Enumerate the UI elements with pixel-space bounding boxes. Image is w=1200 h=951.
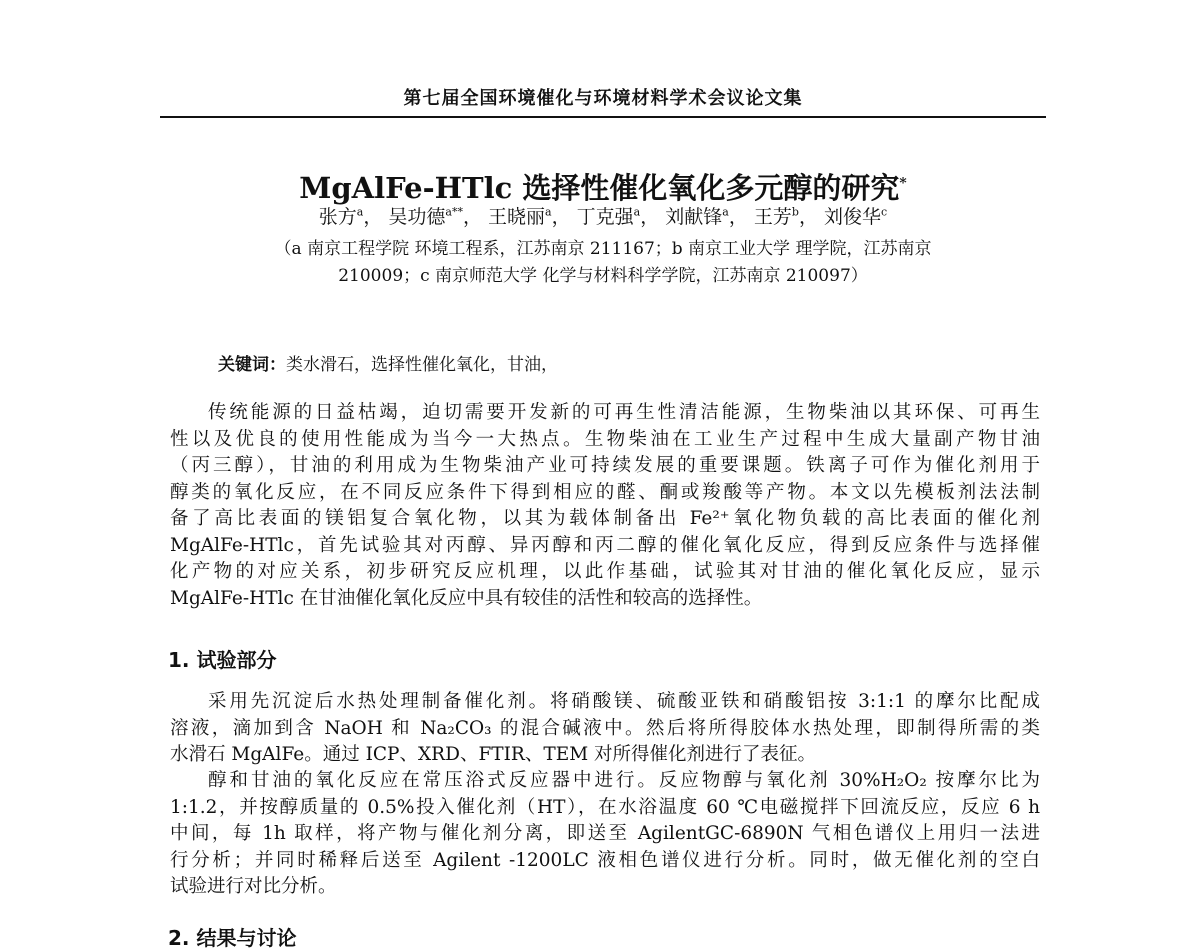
text-line: （丙三醇），甘油的利用成为生物柴油产业可持续发展的重要课题。铁离子可作为催化剂用于 <box>170 455 1040 476</box>
text-line: 醇类的氧化反应，在不同反应条件下得到相应的醛、酮或羧酸等产物。本文以先模板剂法法制 <box>170 481 1040 503</box>
author-name: 刘俊华 <box>824 206 882 228</box>
text-line: 化产物的对应关系，初步研究反应机理，以此作基础，试验其对甘油的催化氧化反应，显示 <box>170 561 1040 582</box>
text-line: 试验进行对比分析。 <box>170 876 337 897</box>
keywords <box>218 350 558 375</box>
text-line: 备了高比表面的镁铝复合氧化物，以其为载体制备出 Fe²⁺氧化物负载的高比表面的催化剂 <box>170 508 1040 529</box>
author-name: 王晓丽 <box>488 206 546 228</box>
text-line: 1:1.2，并按醇质量的 0.5%投入催化剂（HT），在水浴温度 60 ℃电磁搅拌下回流反应，反应 6 h <box>170 796 1040 818</box>
author-affiliation-mark: a <box>633 205 641 219</box>
section-1-paragraph-1 <box>170 689 1040 769</box>
text-line: 醇和甘油的氧化反应在常压浴式反应器中进行。反应物醇与氧化剂 30%H₂O₂ 按摩尔比为 <box>208 770 1040 791</box>
author-affiliation-mark: a** <box>445 205 463 219</box>
keywords-label: 关键词： <box>218 355 286 375</box>
author-list: 张方$^a$， 吴功德$^{a**}$， 王晓丽$^a$， 丁克强$^a$， 刘献锋$^a$， 王芳$^b$， 刘俊华$^c$ <box>318 205 888 228</box>
keywords-text: 类水滑石，选择性催化氧化，甘油， <box>286 355 558 375</box>
text-line: 性以及优良的使用性能成为当今一大热点。生物柴油在工业生产过程中生成大量副产物甘油 <box>170 428 1040 450</box>
author-name: 王芳 <box>753 206 792 228</box>
author-affiliation-mark: a <box>356 205 364 219</box>
title-footnote-mark: * <box>899 175 907 192</box>
text-line: MgAlFe-HTlc 在甘油催化氧化反应中具有较佳的活性和较高的选择性。 <box>170 587 763 609</box>
section-1-paragraph-2 <box>170 768 1040 901</box>
affiliations <box>160 236 1046 290</box>
author-name: 吴功德 <box>388 206 446 228</box>
section-2-heading: 2. 结果与讨论 <box>168 926 297 950</box>
text-line: 中间，每 1h 取样，将产物与催化剂分离，即送至 AgilentGC-6890N 气相色谱仪上用归一法进 <box>170 823 1040 844</box>
header-rule <box>160 116 1046 118</box>
author-name: 张方 <box>318 206 357 228</box>
intro-paragraph <box>170 400 1040 612</box>
affiliation-line: 210009；c 南京师范大学 化学与材料科学学院，江苏南京 210097） <box>338 266 868 286</box>
title-text: MgAlFe-HTlc 选择性催化氧化多元醇的研究 <box>299 171 900 205</box>
running-head: 第七届全国环境催化与环境材料学术会议论文集 <box>403 88 803 109</box>
author-name: 丁克强 <box>576 206 634 228</box>
text-line: MgAlFe-HTlc，首先试验其对丙醇、异丙醇和丙二醇的催化氧化反应，得到反应条件与选择催 <box>170 534 1040 556</box>
author-affiliation-mark: c <box>881 205 888 219</box>
text-line: 溶液，滴加到含 NaOH 和 Na₂CO₃ 的混合碱液中。然后将所得胶体水热处理，即制得所需的类 <box>170 717 1040 739</box>
author-affiliation-mark: a <box>545 205 552 219</box>
paper-title <box>160 166 1046 207</box>
author-affiliation-mark: b <box>791 205 799 219</box>
author-name: 刘献锋 <box>665 206 723 228</box>
author-affiliation-mark: a <box>722 205 729 219</box>
section-1-heading: 1. 试验部分 <box>168 648 277 672</box>
text-line: 传统能源的日益枯竭，迫切需要开发新的可再生性清洁能源，生物柴油以其环保、可再生 <box>208 402 1040 423</box>
affiliation-line: （a 南京工程学院 环境工程系，江苏南京 211167；b 南京工业大学 理学院，江苏南京 <box>274 239 932 259</box>
text-line: 采用先沉淀后水热处理制备催化剂。将硝酸镁、硫酸亚铁和硝酸铝按 3:1:1 的摩尔比配成 <box>208 691 1040 712</box>
text-line: 水滑石 MgAlFe。通过 ICP、XRD、FTIR、TEM 对所得催化剂进行了表征。 <box>170 744 817 765</box>
text-line: 行分析；并同时稀释后送至 Agilent -1200LC 液相色谱仪进行分析。同时，做无催化剂的空白 <box>170 849 1040 871</box>
